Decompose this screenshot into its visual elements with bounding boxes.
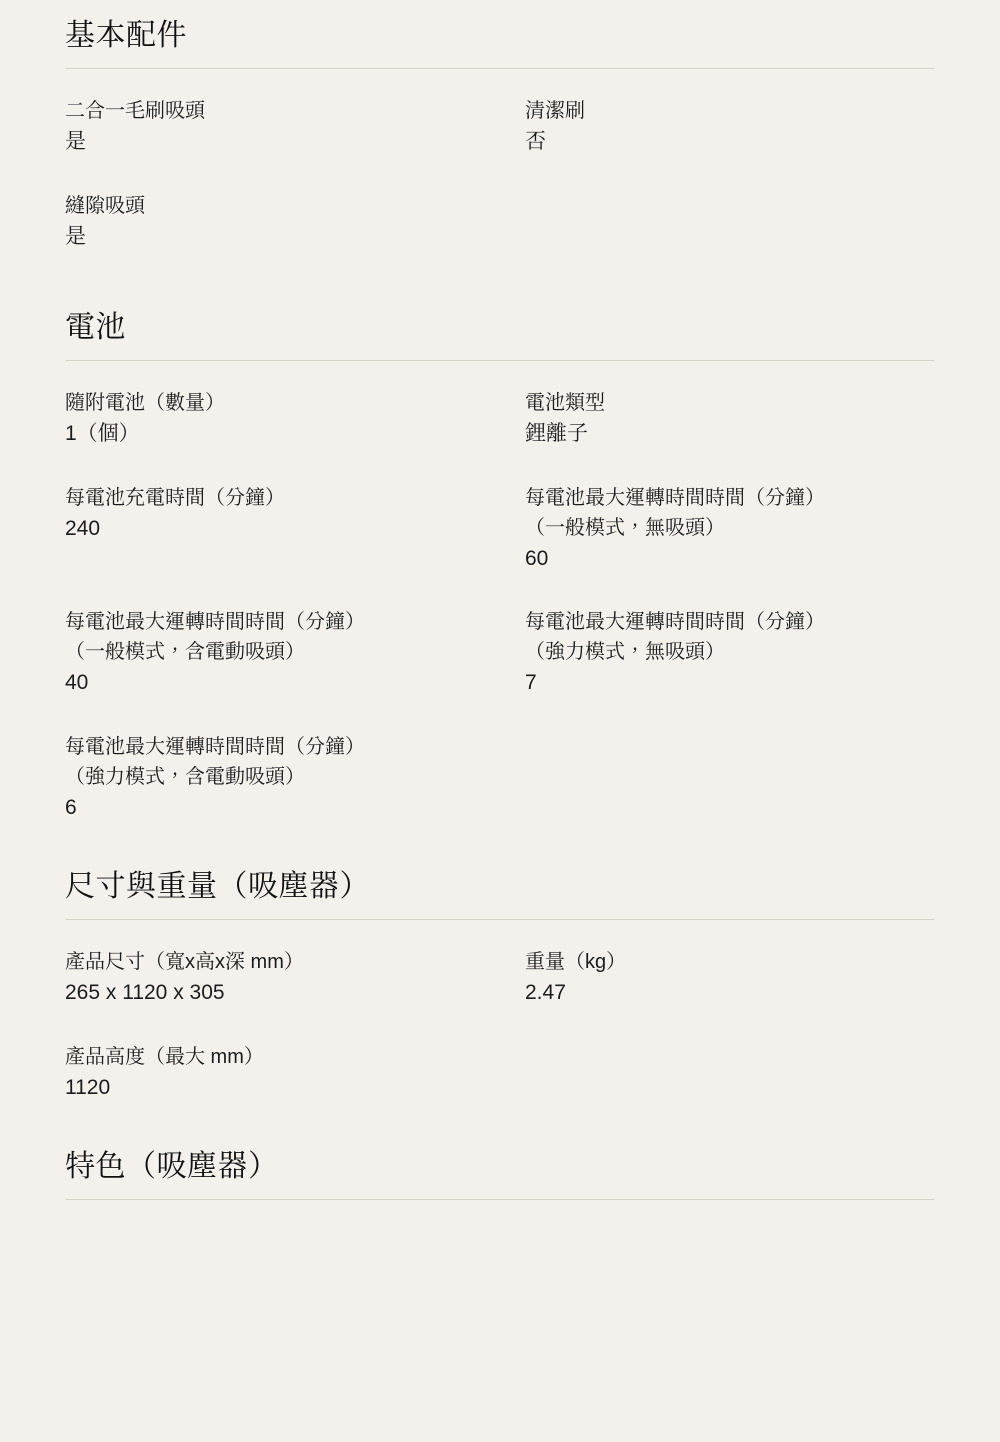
spec-value: 是 (65, 130, 86, 153)
spec-label: 每電池充電時間（分鐘） (65, 486, 285, 509)
section-divider (65, 360, 935, 361)
spec-cell (525, 191, 935, 253)
spec-label: 產品高度（最大 mm） (65, 1045, 264, 1068)
spec-value: 7 (525, 671, 537, 694)
spec-label: 重量（kg） (525, 951, 627, 973)
spec-label-sub: （強力模式，含電動吸頭） (65, 765, 305, 788)
spec-row (65, 388, 935, 450)
spec-row (65, 483, 935, 575)
section-divider (65, 919, 935, 920)
section-title: 基本配件 (65, 19, 187, 52)
spec-value: 2.47 (525, 981, 566, 1004)
section-battery (65, 252, 935, 823)
section-features (65, 1103, 935, 1200)
spec-label: 每電池最大運轉時間時間（分鐘） (65, 611, 365, 633)
spec-row (65, 947, 935, 1009)
spec-value: 40 (65, 671, 89, 694)
spec-cell (65, 388, 525, 450)
spec-label: 隨附電池（數量） (65, 392, 225, 414)
spec-row (65, 607, 935, 699)
spec-row (65, 96, 935, 158)
spec-label-sub: （一般模式，含電動吸頭） (65, 641, 305, 663)
spec-label: 縫隙吸頭 (65, 194, 145, 217)
section-divider (65, 68, 935, 69)
spec-row (65, 1042, 935, 1104)
spec-cell (525, 732, 935, 824)
spec-value: 1（個） (65, 422, 140, 445)
spec-cell (65, 1042, 525, 1104)
spec-cell (65, 732, 525, 824)
spec-value: 265 x 1120 x 305 (65, 981, 225, 1004)
spec-value: 60 (525, 546, 549, 570)
spec-value: 240 (65, 516, 101, 540)
spec-cell (65, 483, 525, 575)
spec-label: 電池類型 (525, 392, 605, 414)
spec-cell (525, 388, 935, 450)
spec-value: 6 (65, 795, 77, 819)
spec-label: 產品尺寸（寬x高x深 mm） (65, 951, 304, 973)
spec-cell (525, 607, 935, 699)
spec-label: 每電池最大運轉時間時間（分鐘） (525, 486, 825, 509)
section-title: 電池 (65, 311, 126, 344)
spec-value: 是 (65, 224, 86, 248)
spec-cell (65, 96, 525, 158)
spec-label: 每電池最大運轉時間時間（分鐘） (525, 611, 825, 633)
spec-cell (65, 947, 525, 1009)
spec-value: 1120 (65, 1075, 111, 1099)
spec-cell (525, 483, 935, 575)
section-basic-accessories (65, 0, 935, 252)
section-dimensions-weight (65, 823, 935, 1103)
spec-value: 鋰離子 (525, 422, 588, 445)
spec-cell (65, 191, 525, 253)
section-title: 尺寸與重量（吸塵器） (65, 870, 370, 903)
section-title: 特色（吸塵器） (65, 1150, 279, 1183)
section-divider (65, 1199, 935, 1200)
spec-label-sub: （一般模式，無吸頭） (525, 516, 725, 539)
spec-cell (525, 1042, 935, 1104)
spec-cell (525, 947, 935, 1009)
spec-row (65, 191, 935, 253)
spec-label: 清潔刷 (525, 100, 585, 122)
spec-label: 每電池最大運轉時間時間（分鐘） (65, 735, 365, 758)
spec-cell (525, 96, 935, 158)
spec-cell (65, 607, 525, 699)
spec-label-sub: （強力模式，無吸頭） (525, 641, 725, 663)
spec-row (65, 732, 935, 824)
spec-label: 二合一毛刷吸頭 (65, 100, 205, 122)
spec-value: 否 (525, 130, 546, 153)
